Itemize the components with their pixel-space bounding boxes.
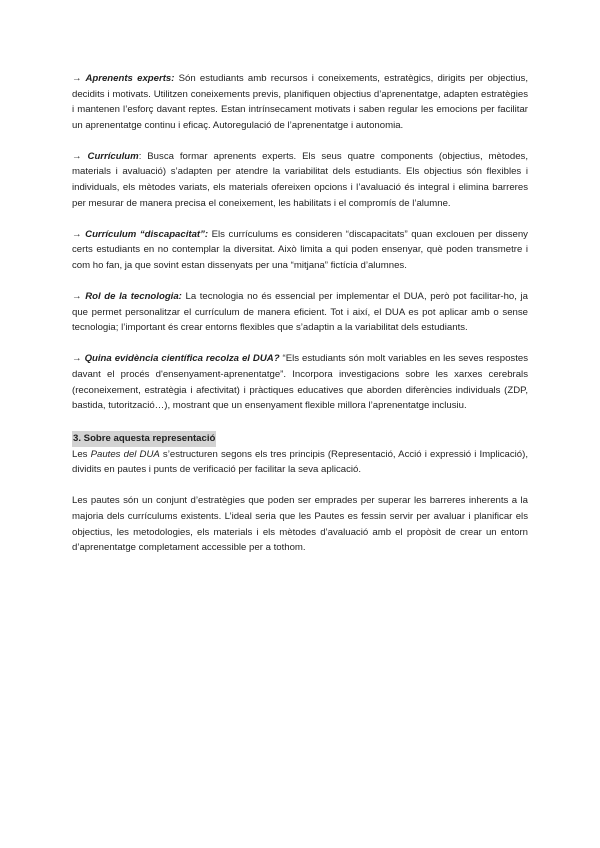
paragraph-lead [72,291,182,302]
paragraph-lead [72,229,208,240]
intro-emphasis: Pautes del DUA [90,448,160,460]
lead-text: Currículum [87,150,139,162]
intro-text: Les [72,448,91,460]
paragraph-text: La tecnologia no és essencial per implementar el DUA, però pot facilitar-ho, ja que permet personalitzar el currículum de manera eficient. Tot i així, el DUA es pot aplicar amb o sense tecnologia; l’important és crear entorns flexibles que s’adaptin a la variabilitat dels estudiants. [72,291,528,334]
paragraph-curriculum-discapacitat [72,227,528,274]
paragraph-lead [72,73,174,84]
lead-text: Rol de la tecnologia: [85,291,182,303]
paragraph-text: Són estudiants amb recursos i coneixements, estratègics, dirigits per objectius, decidits i motivats. Utilitzen coneixements previs, planifiquen objectius d’aprenentatge, adapten estratègies i mantenen l’esforç davant reptes. Estan intrínsecament motivats i saben regular les emocions per facilitar un aprenentatge continu i eficaç. Autoregulació de l’aprenentatge i autonomia. [72,73,528,131]
section-3 [72,429,528,556]
paragraph-text: Els currículums es consideren “discapacitats” quan exclouen per disseny certs estudiants en no contemplar la diversitat. Això limita a qui poden ensenyar, què poden transmetre i com ho fan, ja que sovint estan dissenyats per una “mitjana” fictícia d’alumnes. [72,228,528,271]
paragraph-text: : Busca formar aprenents experts. Els seus quatre components (objectius, mètodes, materials i avaluació) s’adapten per atendre la variabilitat dels estudiants. Els objectius són flexibles i individuals, els mètodes variats, els materials ofereixen opcions i l’avaluació és integral i elimina barreres per mesurar de manera precisa el coneixement, les habilitats i el compromís de l’alumne. [72,150,528,209]
spacer [72,478,528,494]
section-intro [72,447,528,478]
paragraph-aprenents-experts [72,71,528,133]
paragraph-text: “Els estudiants són molt variables en les seves respostes davant el procés d'ensenyament-aprenentatge”. Incorpora investigacions sobre les xarxes cerebrals (reconeixement, estratègia i afectivitat) i pràctiques educatives que aborden diferències individuals (ZDP, bastida, tutorització…), mostrant que un ensenyament flexible millora l’aprenentatge inclusiu. [72,353,528,412]
document-body [72,71,528,556]
section-closing: Les pautes són un conjunt d’estratègies que poden ser emprades per superar les barreres inherents a la majoria dels currículums existents. L’ideal seria que les Pautes es fessin servir per avaluar i planificar els objectius, les metodologies, els materials i els mètodes d’avaluació amb el propòsit de crear un entorn d’aprenentatge completament accessible per a tothom. [72,495,528,554]
intro-text-end: s’estructuren segons els tres principis (Representació, Acció i expressió i Implicació), dividits en pautes i punts de verificació per facilitar la seva aplicació. [72,448,528,476]
lead-text: Quina evidència científica recolza el DUA? [84,353,280,365]
paragraph-rol-tecnologia [72,289,528,336]
lead-text: Currículum “discapacitat”: [85,228,209,240]
arrow-icon: → [72,291,82,303]
paragraph-lead [72,151,139,162]
paragraph-lead [72,353,280,364]
arrow-icon: → [72,353,82,365]
paragraph-curriculum [72,149,528,211]
section-heading: 3. Sobre aquesta representació [72,431,216,447]
arrow-icon: → [72,150,82,162]
paragraph-evidencia [72,351,528,413]
arrow-icon: → [72,228,82,240]
arrow-icon: → [72,73,82,84]
lead-text: Aprenents experts: [85,73,175,84]
